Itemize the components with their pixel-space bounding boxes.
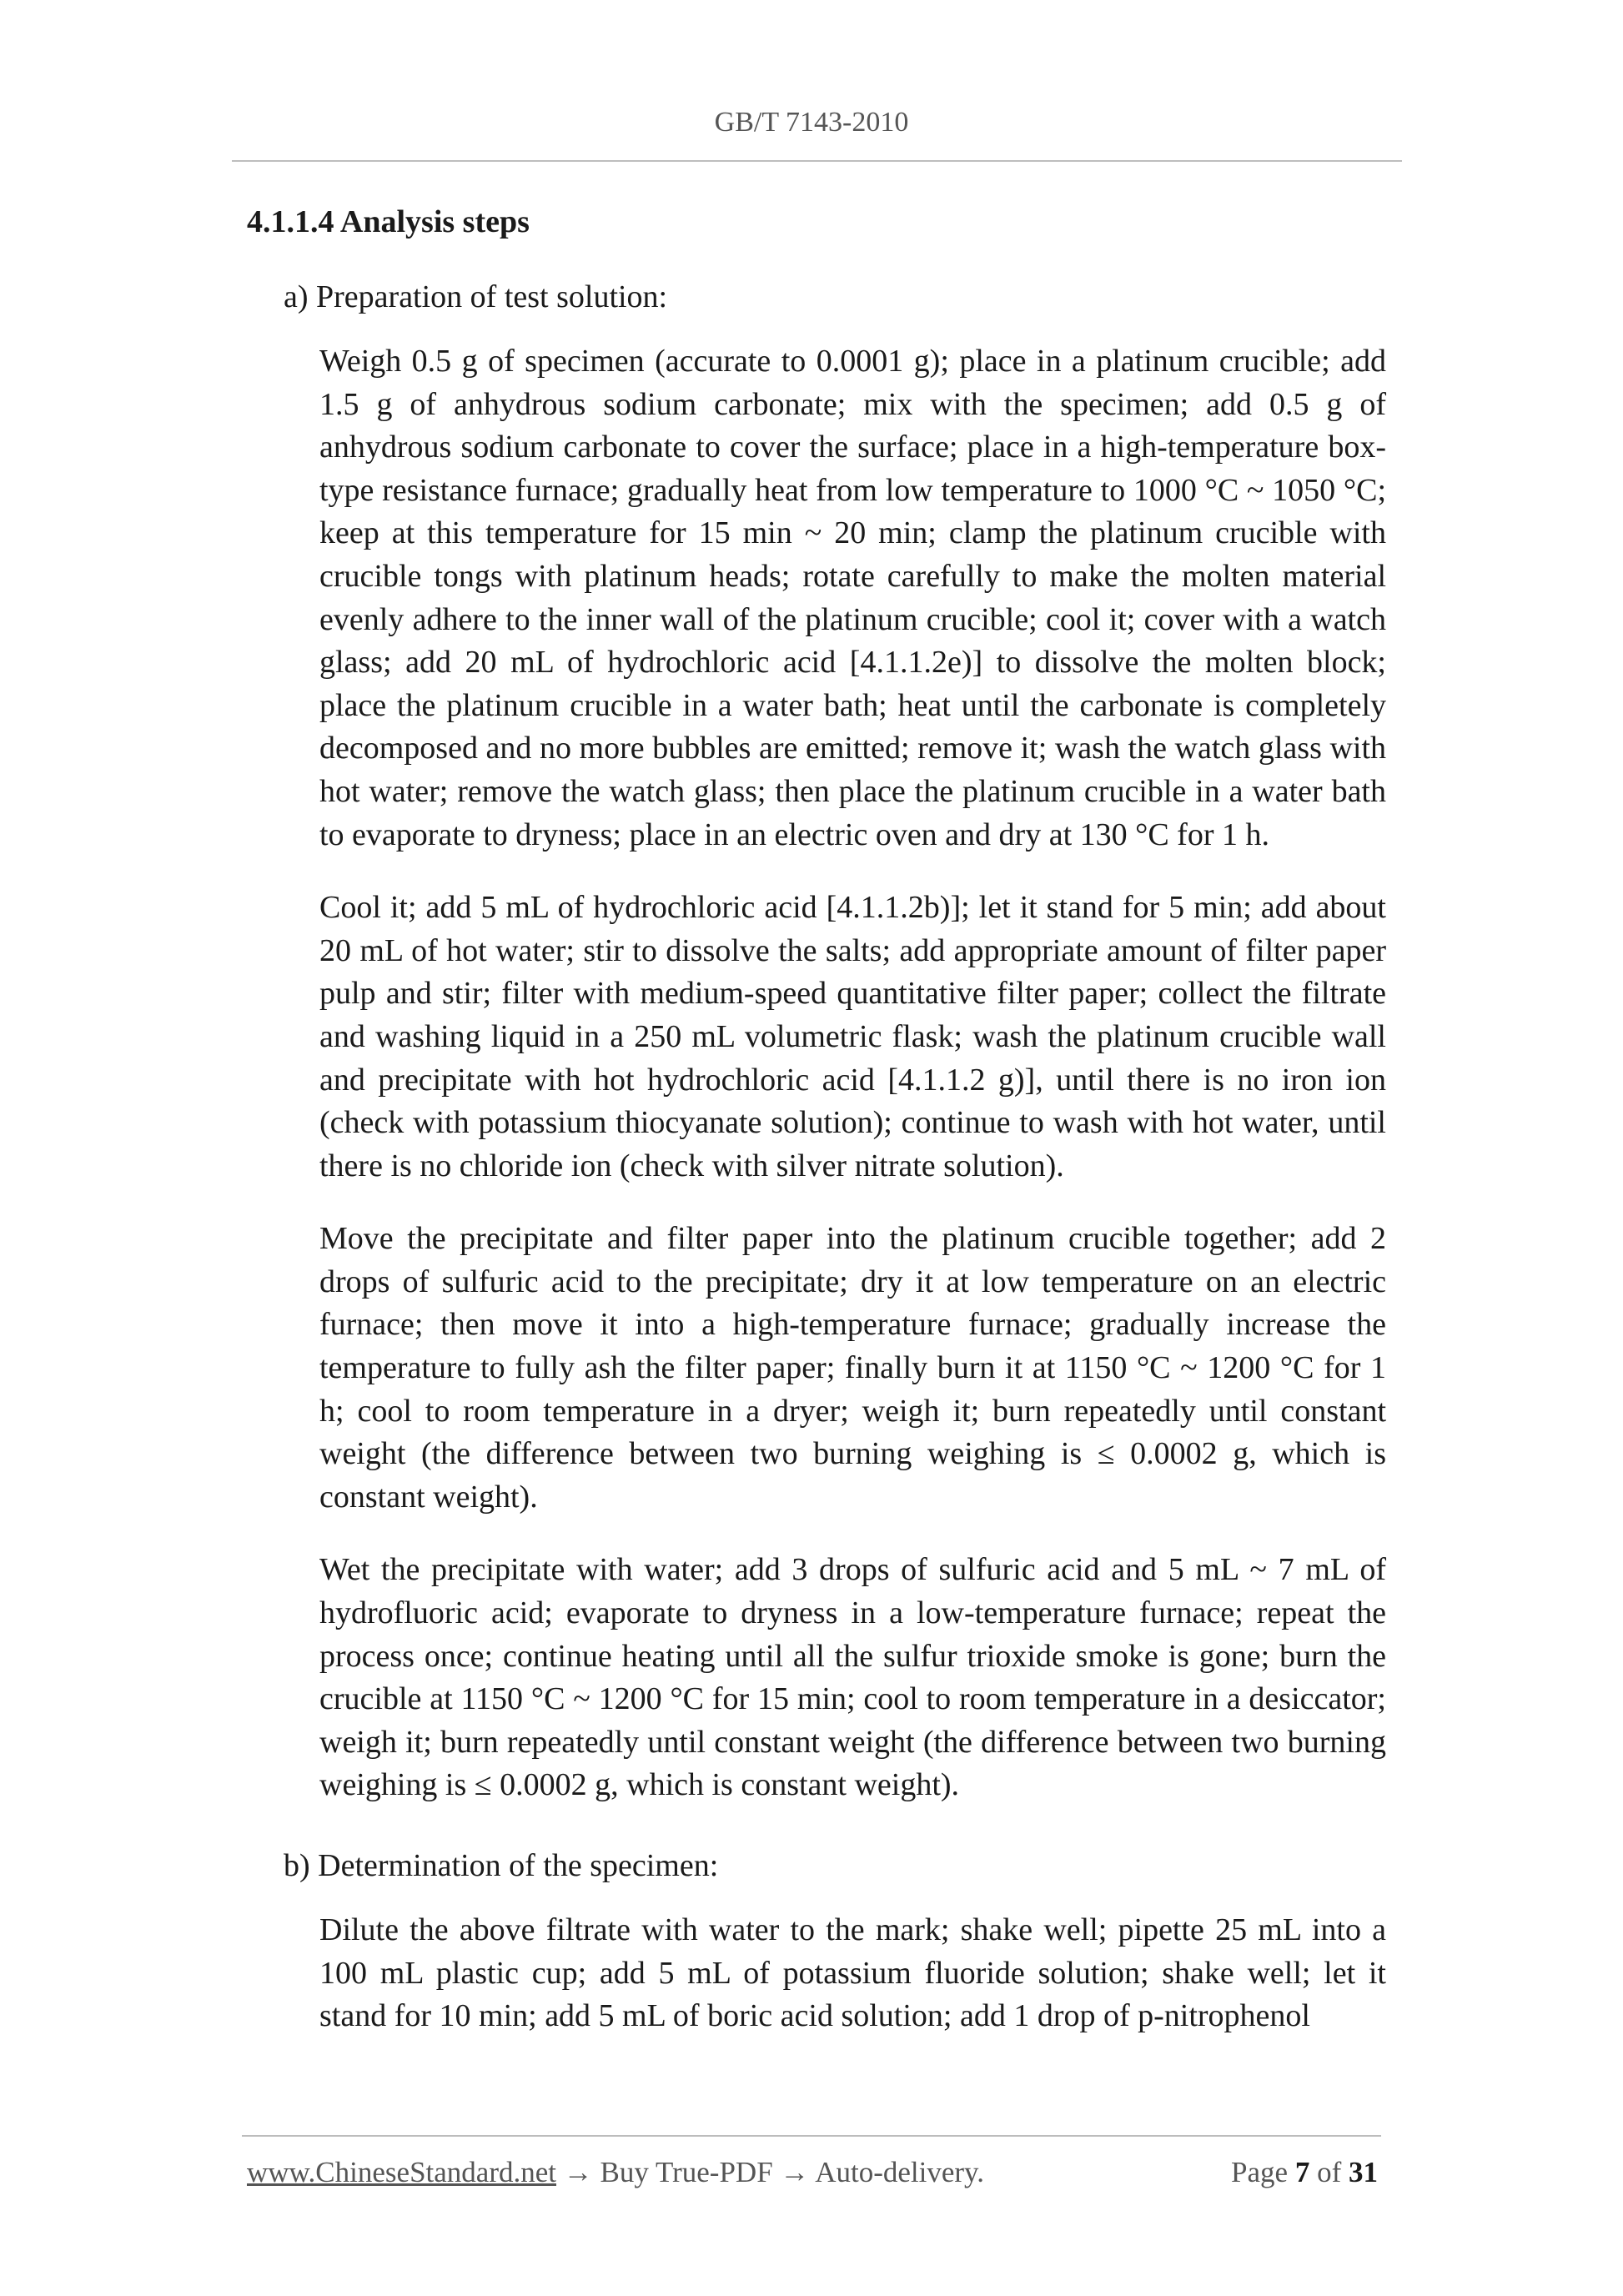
page-of-label: of xyxy=(1317,2156,1342,2188)
document-footer xyxy=(247,2156,1378,2198)
page-indicator xyxy=(1231,2156,1378,2189)
document-body xyxy=(247,193,1386,2068)
footer-divider xyxy=(242,2135,1381,2137)
website-link[interactable]: www.ChineseStandard.net xyxy=(247,2156,556,2188)
item-a-paragraph-2: Cool it; add 5 mL of hydrochloric acid [4.1.1.2b)]; let it stand for 5 min; add about 20 mL of hot water; stir to dissolve the salts; add appropriate amount of filter paper pulp and stir; filter with medium-speed quantitative filter paper; collect the filtrate and washing liquid in a 250 mL volumetric flask; wash the platinum crucible wall and precipitate with hot hydrochloric acid [4.1.1.2 g)], until there is no iron ion (check with potassium thiocyanate solution); continue to wash with hot water, until there is no chloride ion (check with silver nitrate solution). xyxy=(319,890,1386,1183)
document-header: GB/T 7143-2010 xyxy=(714,107,909,138)
item-a-paragraph-4: Wet the precipitate with water; add 3 drops of sulfuric acid and 5 mL ~ 7 mL of hydrofluoric acid; evaporate to dryness in a low-temperature furnace; repeat the process once; continue heating until all the sulfur trioxide smoke is gone; burn the crucible at 1150 °C ~ 1200 °C for 15 min; cool to room temperature in a desiccator; weigh it; burn repeatedly until constant weight (the difference between two burning weighing is ≤ 0.0002 g, which is constant weight). xyxy=(319,1552,1386,1803)
item-a-label: a) Preparation of test solution: xyxy=(284,279,668,314)
page-total: 31 xyxy=(1349,2156,1378,2188)
footer-left xyxy=(247,2156,984,2189)
page-current: 7 xyxy=(1294,2156,1310,2188)
item-a-paragraph-3: Move the precipitate and filter paper into the platinum crucible together; add 2 drops of sulfuric acid to the precipitate; dry it at low temperature on an electric furnace; then move it into a high-temperature furnace; gradually increase the temperature to fully ash the filter paper; finally burn it at 1150 °C ~ 1200 °C for 1 h; cool to room temperature in a dryer; weigh it; burn repeatedly until constant weight (the difference between two burning weighing is ≤ 0.0002 g, which is constant weight). xyxy=(319,1221,1386,1515)
item-a-paragraph-1: Weigh 0.5 g of specimen (accurate to 0.0001 g); place in a platinum crucible; add 1.5 g of anhydrous sodium carbonate; mix with the specimen; add 0.5 g of anhydrous sodium carbonate to cover the surface; place in a high-temperature box-type resistance furnace; gradually heat from low temperature to 1000 °C ~ 1050 °C; keep at this temperature for 15 min ~ 20 min; clamp the platinum crucible with crucible tongs with platinum heads; rotate carefully to make the molten material evenly adhere to the inner wall of the platinum crucible; cool it; cover with a watch glass; add 20 mL of hydrochloric acid [4.1.1.2e)] to dissolve the molten block; place the platinum crucible in a water bath; heat until the carbonate is completely decomposed and no more bubbles are emitted; remove it; wash the watch glass with hot water; remove the watch glass; then place the platinum crucible in a water bath to evaporate to dryness; place in an electric oven and dry at 130 °C for 1 h. xyxy=(319,344,1386,852)
item-b-label: b) Determination of the specimen: xyxy=(284,1848,719,1883)
section-title: 4.1.1.4 Analysis steps xyxy=(247,204,530,239)
footer-tagline: → Buy True-PDF → Auto-delivery. xyxy=(556,2156,985,2188)
page-label: Page xyxy=(1231,2156,1289,2188)
header-divider xyxy=(232,160,1402,162)
item-b-paragraph-1: Dilute the above filtrate with water to the mark; shake well; pipette 25 mL into a 100 mL plastic cup; add 5 mL of potassium fluoride solution; shake well; let it stand for 10 min; add 5 mL of boric acid solution; add 1 drop of p-nitrophenol xyxy=(319,1912,1386,2034)
